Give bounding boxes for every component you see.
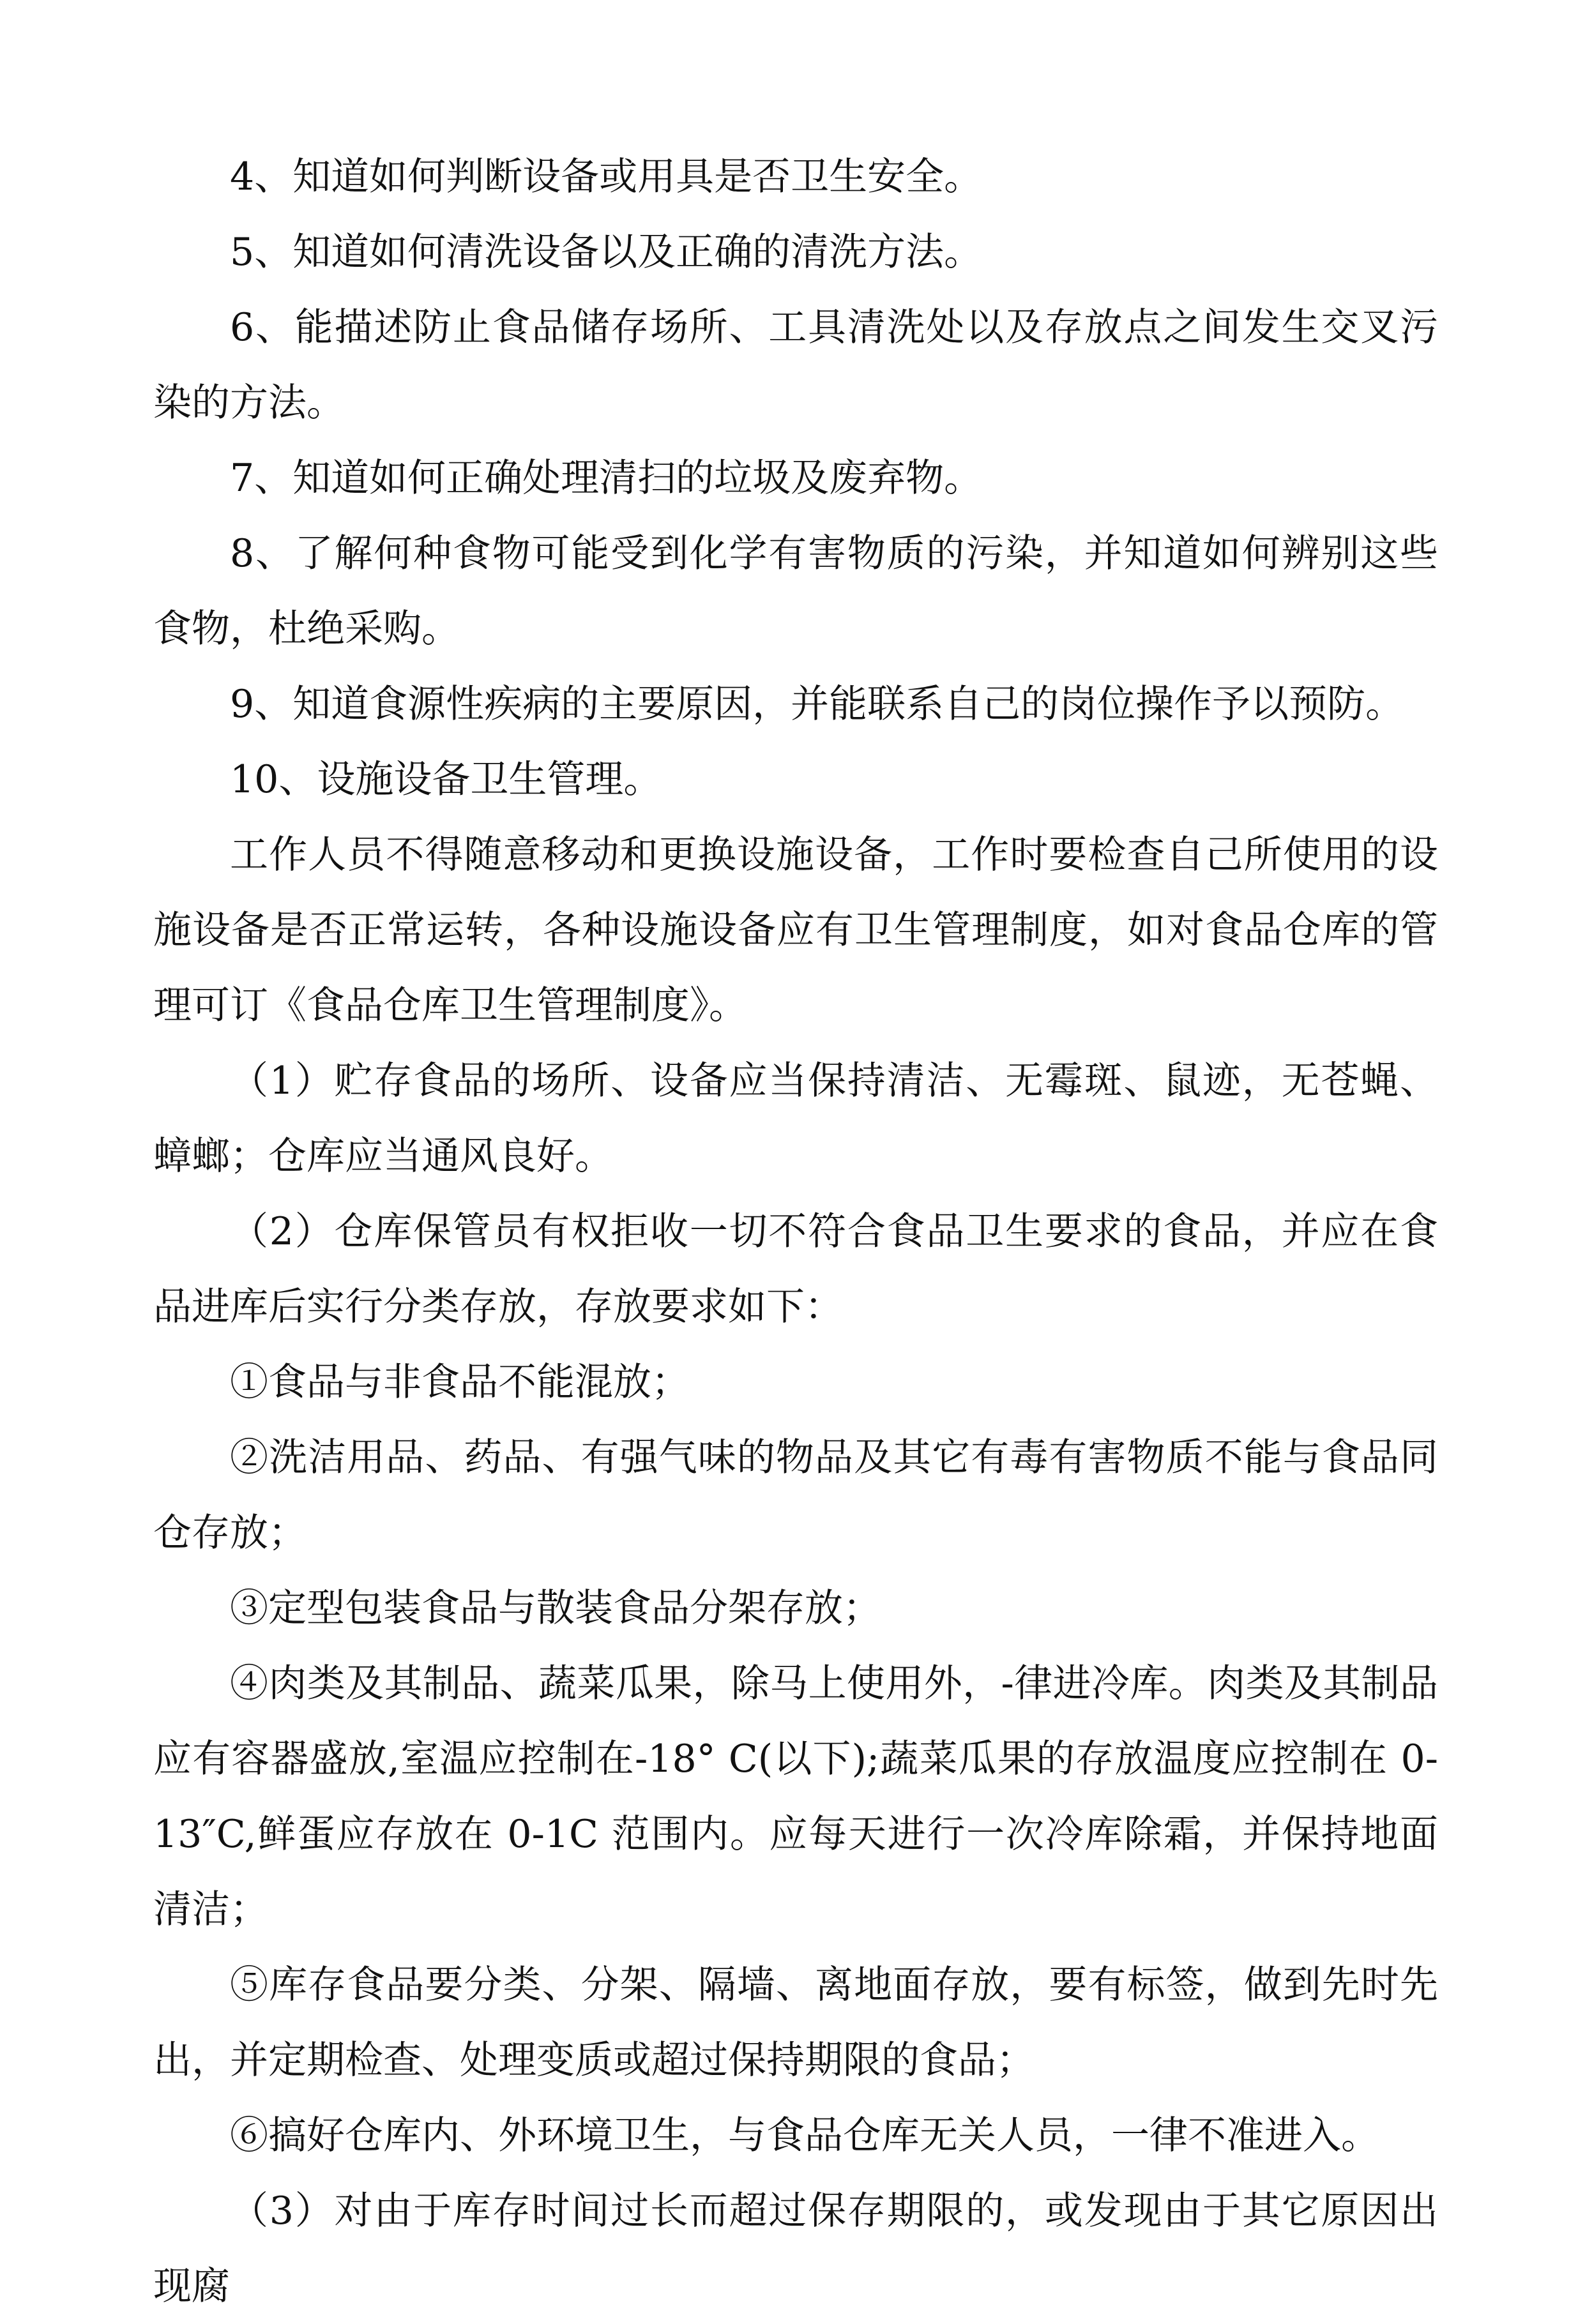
paragraph-rule-3: （3）对由于库存时间过长而超过保存期限的，或发现由于其它原因出现腐 (153, 2189, 1438, 2309)
paragraph-rule-1: （1）贮存食品的场所、设备应当保持清洁、无霉斑、鼠迹，无苍蝇、蟑螂；仓库应当通风良好。 (153, 1059, 1438, 1179)
paragraph-item-10-heading: 10、设施设备卫生管理。 (230, 757, 662, 802)
paragraph-item-8: 8、了解何种食物可能受到化学有害物质的污染，并知道如何辨别这些食物，杜绝采购。 (153, 531, 1438, 651)
document-body (153, 139, 1438, 2324)
paragraph-item-7: 7、知道如何正确处理清扫的垃圾及废弃物。 (230, 456, 983, 501)
paragraph-item-5: 5、知道如何清洗设备以及正确的清洗方法。 (230, 230, 983, 275)
paragraph-storage-req-6: ⑥搞好仓库内、外环境卫生，与食品仓库无关人员，一律不准进入。 (230, 2113, 1379, 2158)
paragraph-item-9: 9、知道食源性疾病的主要原因，并能联系自己的岗位操作予以预防。 (230, 682, 1404, 727)
paragraph-rule-2: （2）仓库保管员有权拒收一切不符合食品卫生要求的食品，并应在食品进库后实行分类存放，存放要求如下： (153, 1209, 1438, 1329)
paragraph-item-6: 6、能描述防止食品储存场所、工具清洗处以及存放点之间发生交叉污染的方法。 (153, 305, 1438, 425)
paragraph-storage-req-5: ⑤库存食品要分类、分架、隔墙、离地面存放，要有标签，做到先时先出，并定期检查、处理变质或超过保持期限的食品； (153, 1963, 1438, 2083)
paragraph-item-4: 4、知道如何判断设备或用具是否卫生安全。 (230, 155, 983, 199)
paragraph-storage-req-4: ④肉类及其制品、蔬菜瓜果，除马上使用外，-律进冷库。肉类及其制品应有容器盛放,室温应控制在-18° C(以下);蔬菜瓜果的存放温度应控制在 0-13″C,鲜蛋应存放在 0-1C 范围内。应每天进行一次冷库除霜，并保持地面清洁； (153, 1661, 1438, 1932)
paragraph-storage-req-3: ③定型包装食品与散装食品分架存放； (230, 1586, 881, 1631)
paragraph-storage-req-2: ②洗洁用品、药品、有强气味的物品及其它有毒有害物质不能与食品同仓存放； (153, 1435, 1438, 1555)
paragraph-facility-management: 工作人员不得随意移动和更换设施设备，工作时要检查自己所使用的设施设备是否正常运转，各种设施设备应有卫生管理制度，如对食品仓库的管理可订《食品仓库卫生管理制度》。 (153, 833, 1438, 1028)
paragraph-storage-req-1: ①食品与非食品不能混放； (230, 1360, 690, 1405)
